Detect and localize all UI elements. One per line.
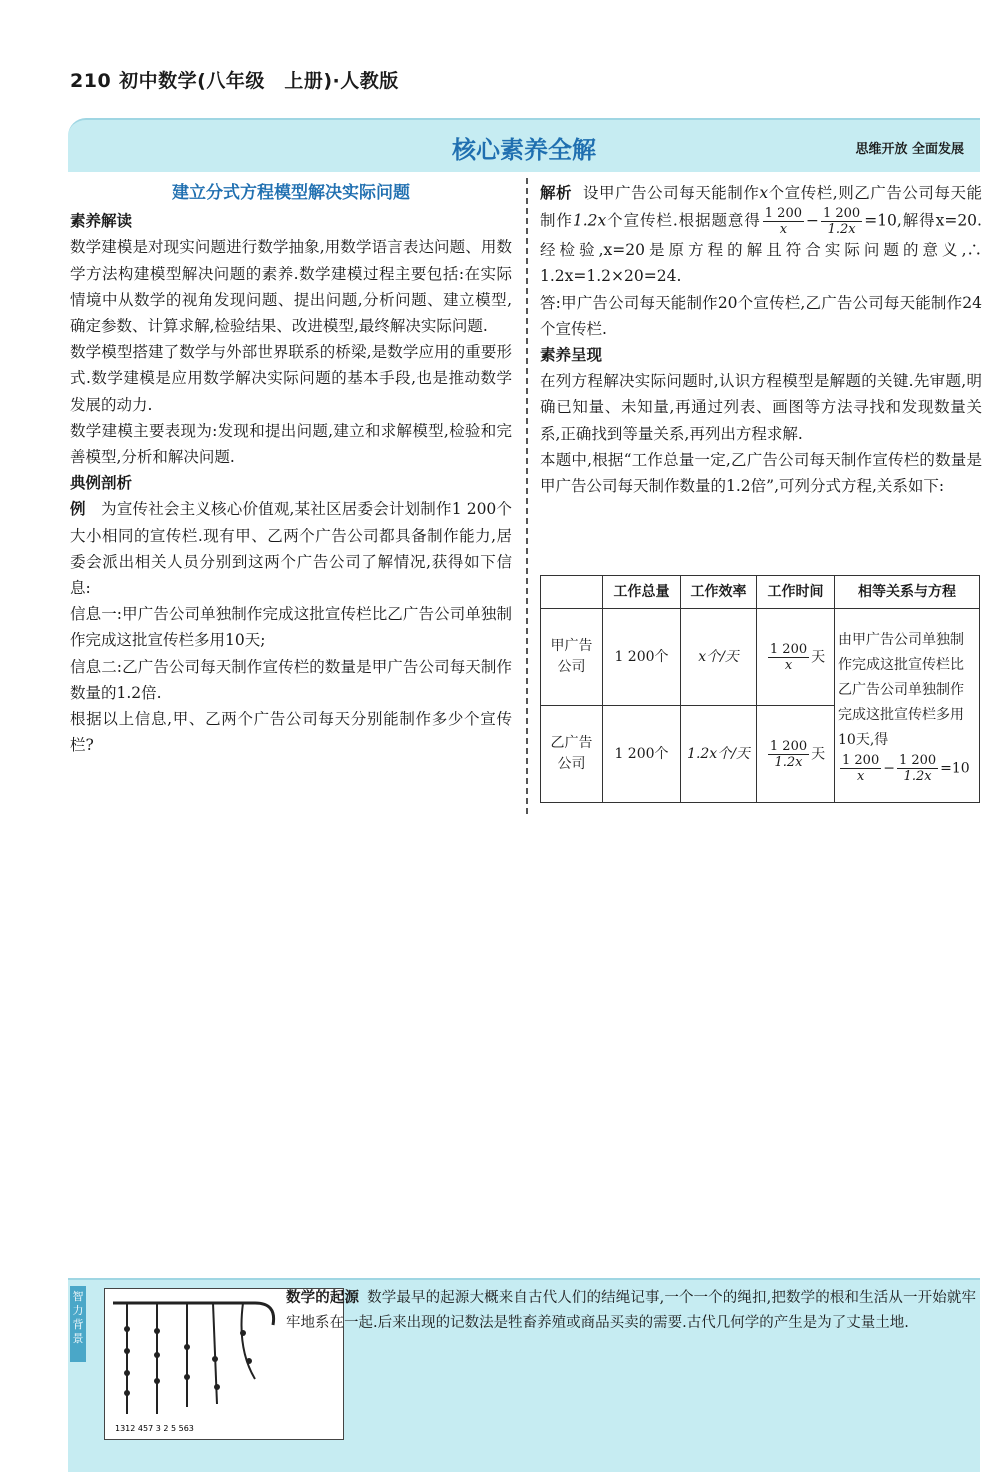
- left-column: [70, 180, 512, 758]
- question: 根据以上信息,甲、乙两个广告公司每天分别能制作多少个宣传栏?: [70, 710, 512, 755]
- solution-text-d: 个宣传栏.根据题意得: [606, 211, 761, 230]
- table-header: 工作时间: [757, 576, 835, 609]
- solution-label: 解析: [540, 184, 573, 202]
- banner-title: 核心素养全解: [452, 136, 596, 164]
- solution-text-b: 个宣传栏,则乙广告公司每天能制作: [540, 184, 982, 230]
- cell-time: $\frac{1 200}{1.2x}$ 天: [757, 706, 835, 803]
- section-banner: [68, 118, 980, 172]
- page-number: 210: [70, 70, 112, 92]
- table-header: 工作效率: [681, 576, 757, 609]
- var-x: x: [759, 184, 769, 202]
- cell-total: 1 200个: [603, 609, 681, 706]
- row-company-b: 乙广告公司: [541, 706, 603, 803]
- table-header: [541, 576, 603, 609]
- solution-text-a: 设甲广告公司每天能制作: [583, 184, 760, 202]
- fraction-1: $\frac{1 200}{x}$: [764, 206, 802, 238]
- side-tab: 智力背景: [70, 1286, 86, 1362]
- heading-present: 素养呈现: [540, 346, 603, 365]
- section-title: 建立分式方程模型解决实际问题: [172, 183, 410, 203]
- cell-total: 1 200个: [603, 706, 681, 803]
- row-company-a: 甲广告公司: [541, 609, 603, 706]
- running-head: [70, 66, 399, 93]
- heading-example: 典例剖析: [70, 474, 133, 493]
- cell-rate: x个/天: [681, 609, 757, 706]
- present-paragraph-2: 本题中,根据“工作总量一定,乙广告公司每天制作宣传栏的数量是甲广告公司每天制作数量的1.2倍”,可列分式方程,关系如下:: [540, 450, 982, 496]
- table-header: 工作总量: [603, 576, 681, 609]
- example-problem: [70, 496, 512, 601]
- banner-slogan: 思维开放 全面发展: [855, 142, 964, 157]
- relation-table: [540, 575, 980, 803]
- relation-eq: =10: [940, 760, 970, 776]
- background-box: [68, 1278, 980, 1472]
- info-1: 信息一:甲广告公司单独制作完成这批宣传栏比乙广告公司单独制作完成这批宣传栏多用10天;: [70, 605, 512, 650]
- book-title: 初中数学(八年级 上册)·人教版: [119, 70, 399, 92]
- cell-relation: 由甲广告公司单独制作完成这批宣传栏比乙广告公司单独制作完成这批宣传栏多用10天,得 $\frac{1 200}{x}$ − $\frac{1 200}{1.2x}$ =10: [835, 609, 980, 803]
- solution-text-e: =10,解得x=20.经检验,x=20是原方程的解且符合实际问题的意义,∴ 1.2x=1.2×20=24.: [540, 211, 982, 286]
- var-1-2x: 1.2x: [572, 211, 607, 230]
- paragraph-1: 数学建模是对现实问题进行数学抽象,用数学语言表达问题、用数学方法构建模型解决问题的素养.数学建模过程主要包括:在实际情境中从数学的视角发现问题、提出问题,分析问题、建立模型,确定参数、计算求解,检验结果、改进模型,最终解决实际问题.: [70, 238, 512, 336]
- fact-title: 数学的起源: [286, 1290, 360, 1306]
- example-text: 为宣传社会主义核心价值观,某社区居委会计划制作1 200个大小相同的宣传栏.现有甲、乙两个广告公司都具备制作能力,居委会派出相关人员分别到这两个广告公司了解情况,获得如下信息:: [70, 500, 512, 598]
- knot-numbers: 1312 457 3 2 5 563: [115, 1424, 194, 1433]
- fraction-2: $\frac{1 200}{1.2x}$: [822, 206, 861, 238]
- cell-rate: 1.2x个/天: [681, 706, 757, 803]
- table-header-row: [541, 576, 980, 609]
- solution: 解析 设甲广告公司每天能制作x个宣传栏,则乙广告公司每天能制作1.2x个宣传栏.根据题意得 $\frac{1 200}{x}$ − $\frac{1 200}{1.2x}$ =10,解得x=20.经检验,x=20是原方程的解且符合实际问题的意义,∴ 1.2x=1.2×20=24.: [540, 184, 982, 286]
- cell-time: $\frac{1 200}{x}$ 天: [757, 609, 835, 706]
- present-paragraph-1: 在列方程解决实际问题时,认识方程模型是解题的关键.先审题,明确已知量、未知量,再通过列表、画图等方法寻找和发现数量关系,正确找到等量关系,再列出方程求解.: [540, 372, 982, 443]
- relation-text: 由甲广告公司单独制作完成这批宣传栏比乙广告公司单独制作完成这批宣传栏多用10天,得: [838, 631, 964, 748]
- right-column: [540, 180, 982, 499]
- paragraph-3: 数学建模主要表现为:发现和提出问题,建立和求解模型,检验和完善模型,分析和解决问题.: [70, 421, 512, 467]
- table-header: 相等关系与方程: [835, 576, 980, 609]
- paragraph-2: 数学模型搭建了数学与外部世界联系的桥梁,是数学应用的重要形式.数学建模是应用数学解决实际问题的基本手段,也是推动数学发展的动力.: [70, 343, 512, 414]
- table-row: [541, 609, 980, 706]
- info-2: 信息二:乙广告公司每天制作宣传栏的数量是甲广告公司每天制作数量的1.2倍.: [70, 657, 512, 702]
- fact-paragraph: [286, 1286, 976, 1336]
- column-divider: [526, 178, 528, 814]
- answer: 答:甲广告公司每天能制作20个宣传栏,乙广告公司每天能制作24个宣传栏.: [540, 293, 982, 338]
- heading-interpret: 素养解读: [70, 212, 133, 231]
- fact-body: 数学最早的起源大概来自古代人们的结绳记事,一个一个的绳扣,把数学的根和生活从一开始就牢牢地系在一起.后来出现的记数法是牲畜养殖或商品买卖的需要.古代几何学的产生是为了丈量土地.: [286, 1290, 977, 1331]
- example-label: 例: [70, 500, 86, 519]
